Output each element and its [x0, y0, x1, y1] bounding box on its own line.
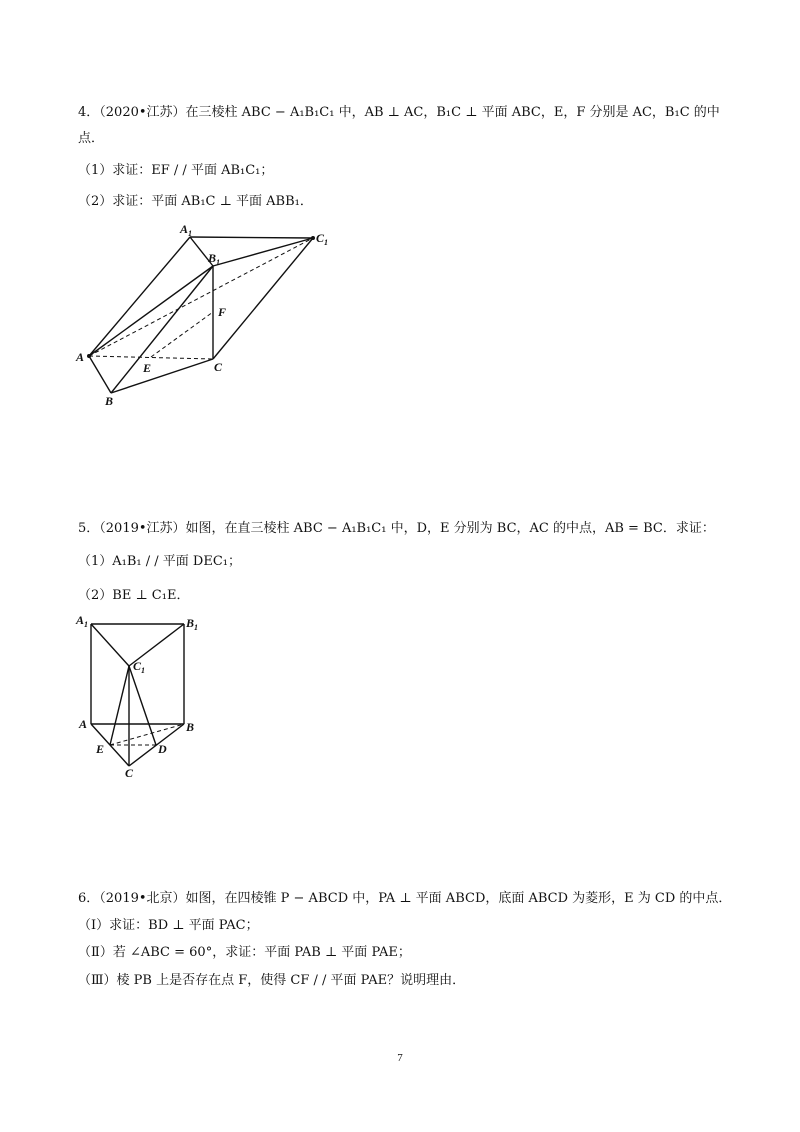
problem-4-line-1: 4．（2020•江苏）在三棱柱 ABC − A₁B₁C₁ 中，AB ⊥ AC，B₁C ⊥ 平面 ABC，E，F 分别是 AC，B₁C 的中 — [78, 105, 720, 120]
problem-6-part-2: （Ⅱ）若 ∠ABC = 60°，求证：平面 PAB ⊥ 平面 PAE； — [78, 945, 411, 960]
problem-6-line-1: 6．（2019•北京）如图，在四棱锥 P − ABCD 中，PA ⊥ 平面 ABCD，底面 ABCD 为菱形，E 为 CD 的中点． — [78, 891, 732, 906]
problem-4-line-2: 点． — [78, 131, 105, 146]
edge-a-b — [89, 356, 111, 393]
label-a: A — [76, 350, 85, 364]
edge-b1-c1 — [213, 238, 313, 266]
label-c: C — [125, 766, 134, 780]
edge-a-a1 — [89, 237, 190, 356]
edge-c-c1 — [213, 238, 313, 359]
problem-6-part-3: （Ⅲ）棱 PB 上是否存在点 F，使得 CF / / 平面 PAE？说明理由． — [78, 973, 466, 988]
problem-5-part-1: （1）A₁B₁ / / 平面 DEC₁； — [78, 554, 241, 569]
label-f: F — [218, 305, 227, 319]
segment-c1-e — [110, 666, 129, 745]
label-b1: $B_1$ — [186, 616, 199, 632]
problem-5-line-1: 5．（2019•江苏）如图，在直三棱柱 ABC − A₁B₁C₁ 中，D，E 分别为 BC，AC 的中点，AB = BC．求证： — [78, 521, 715, 536]
label-c1: $C_1$ — [133, 659, 146, 675]
edge-b-c — [129, 724, 184, 766]
point-a — [87, 354, 91, 358]
edge-a-c1-dashed — [89, 238, 313, 356]
label-e: E — [143, 361, 152, 375]
problem-5-part-2: （2）BE ⊥ C₁E． — [78, 588, 190, 603]
problem-4-part-2: （2）求证：平面 AB₁C ⊥ 平面 ABB₁． — [78, 194, 313, 209]
problem-6-part-1: （Ⅰ）求证：BD ⊥ 平面 PAC； — [78, 918, 259, 933]
label-b1: $B_1$ — [208, 251, 221, 267]
prism-figure-4 — [70, 218, 350, 413]
label-c: C — [214, 360, 223, 374]
label-b: B — [105, 394, 114, 408]
problem-4-part-1: （1）求证：EF / / 平面 AB₁C₁； — [78, 163, 274, 178]
label-e: E — [96, 742, 105, 756]
label-a: A — [79, 717, 88, 731]
page-number: 7 — [397, 1052, 403, 1064]
label-a1: $A_1$ — [180, 222, 193, 238]
prism-figure-5 — [70, 610, 220, 785]
edge-b-c — [111, 359, 213, 393]
edge-a1-c1 — [91, 624, 129, 666]
label-d: D — [158, 742, 167, 756]
label-c1: $C_1$ — [316, 231, 329, 247]
label-a1: $A_1$ — [76, 613, 89, 629]
point-c1 — [311, 236, 315, 240]
segment-e-b-dashed — [110, 724, 184, 745]
label-b: B — [186, 720, 195, 734]
edge-a1-c1 — [190, 237, 313, 238]
